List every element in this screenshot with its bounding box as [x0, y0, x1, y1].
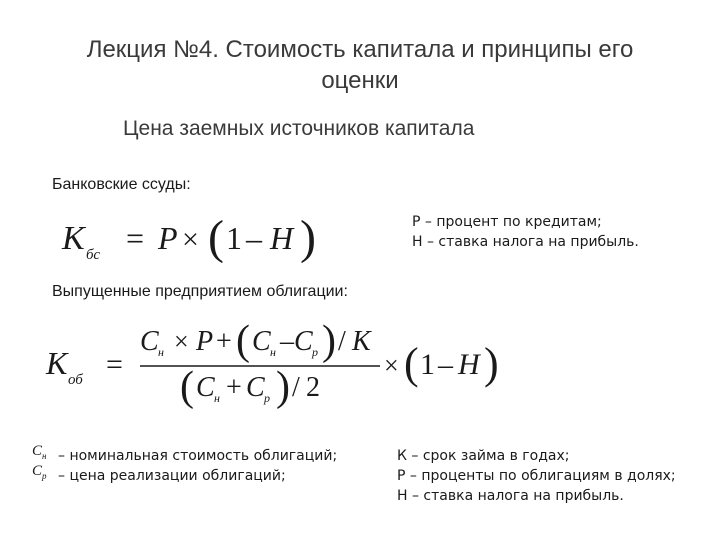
bond-formula	[40, 312, 510, 417]
formula1-minus: –	[246, 220, 262, 256]
legend-cp-sub: р	[42, 471, 47, 481]
formula1-eq: =	[126, 220, 145, 256]
formula1-k-sub: бс	[86, 247, 101, 263]
formula2-num-cn: C	[140, 326, 159, 357]
formula2-num-paren-open: (	[236, 318, 250, 364]
bonds-heading: Выпущенные предприятием облигации:	[52, 283, 348, 300]
formula2-paren-open: (	[404, 339, 419, 388]
bank-loan-formula	[60, 205, 340, 270]
formula2-den-two: 2	[306, 372, 320, 403]
formula2-num-p: P	[196, 326, 214, 357]
formula1-times: ×	[182, 223, 199, 256]
formula1-paren-close: )	[300, 211, 316, 264]
bank-note-h: Н – ставка налога на прибыль.	[412, 234, 639, 250]
formula2-den-paren-close: )	[276, 364, 290, 410]
formula2-h: H	[458, 348, 480, 381]
formula2-num-cn2: C	[252, 326, 271, 357]
formula1-one: 1	[226, 220, 242, 256]
formula2-num-plus: +	[216, 326, 232, 357]
bond-note-h: Н – ставка налога на прибыль.	[397, 488, 624, 504]
formula2-den-cp: C	[246, 372, 265, 403]
formula2-k-sub: об	[68, 372, 83, 388]
formula2-num-cp: C	[294, 326, 313, 357]
formula2-num-cp-sub: р	[312, 345, 318, 359]
formula2-den-cn: C	[196, 372, 215, 403]
formula2-paren-close: )	[484, 339, 499, 388]
legend-cp-text: – цена реализации облигаций;	[58, 468, 286, 484]
formula2-num-minus: –	[280, 326, 294, 357]
formula2-den-plus: +	[226, 372, 242, 403]
formula2-num-k: К	[352, 326, 371, 357]
legend-symbol-cn	[32, 443, 46, 461]
formula2-den-paren-open: (	[180, 364, 194, 410]
legend-cn-text: – номинальная стоимость облигаций;	[58, 448, 338, 464]
slide-subtitle: Цена заемных источников капитала	[123, 117, 475, 140]
legend-symbol-cp	[32, 463, 47, 481]
bond-note-p: Р – проценты по облигациям в долях;	[397, 468, 676, 484]
formula2-times: ×	[384, 351, 399, 380]
formula1-h: H	[270, 220, 294, 256]
formula2-eq: =	[106, 348, 123, 381]
formula2-num-slash: /	[338, 326, 346, 357]
bank-loans-heading: Банковские ссуды:	[52, 176, 191, 193]
formula2-one: 1	[420, 348, 435, 381]
slide-title: Лекция №4. Стоимость капитала и принципы его оценки	[86, 36, 634, 94]
formula2-den-slash: /	[292, 372, 300, 403]
formula1-paren-open: (	[208, 211, 224, 264]
legend-cn-sub: н	[42, 451, 47, 461]
bond-note-k: К – срок займа в годах;	[397, 448, 570, 464]
formula2-minus: –	[438, 348, 453, 381]
bank-note-p: Р – процент по кредитам;	[412, 214, 602, 230]
formula1-k: К	[62, 220, 85, 257]
legend-cp-letter: C	[32, 463, 43, 479]
formula2-den-cn-sub: н	[214, 391, 220, 405]
formula2-num-cn-sub: н	[158, 345, 164, 359]
legend-cn-letter: C	[32, 443, 43, 459]
formula1-p: P	[158, 220, 178, 256]
formula2-num-cn2-sub: н	[270, 345, 276, 359]
formula2-den-cp-sub: р	[264, 391, 270, 405]
formula2-num-times: ×	[174, 327, 189, 356]
formula2-k: К	[46, 345, 68, 381]
formula2-num-paren-close: )	[322, 318, 336, 364]
